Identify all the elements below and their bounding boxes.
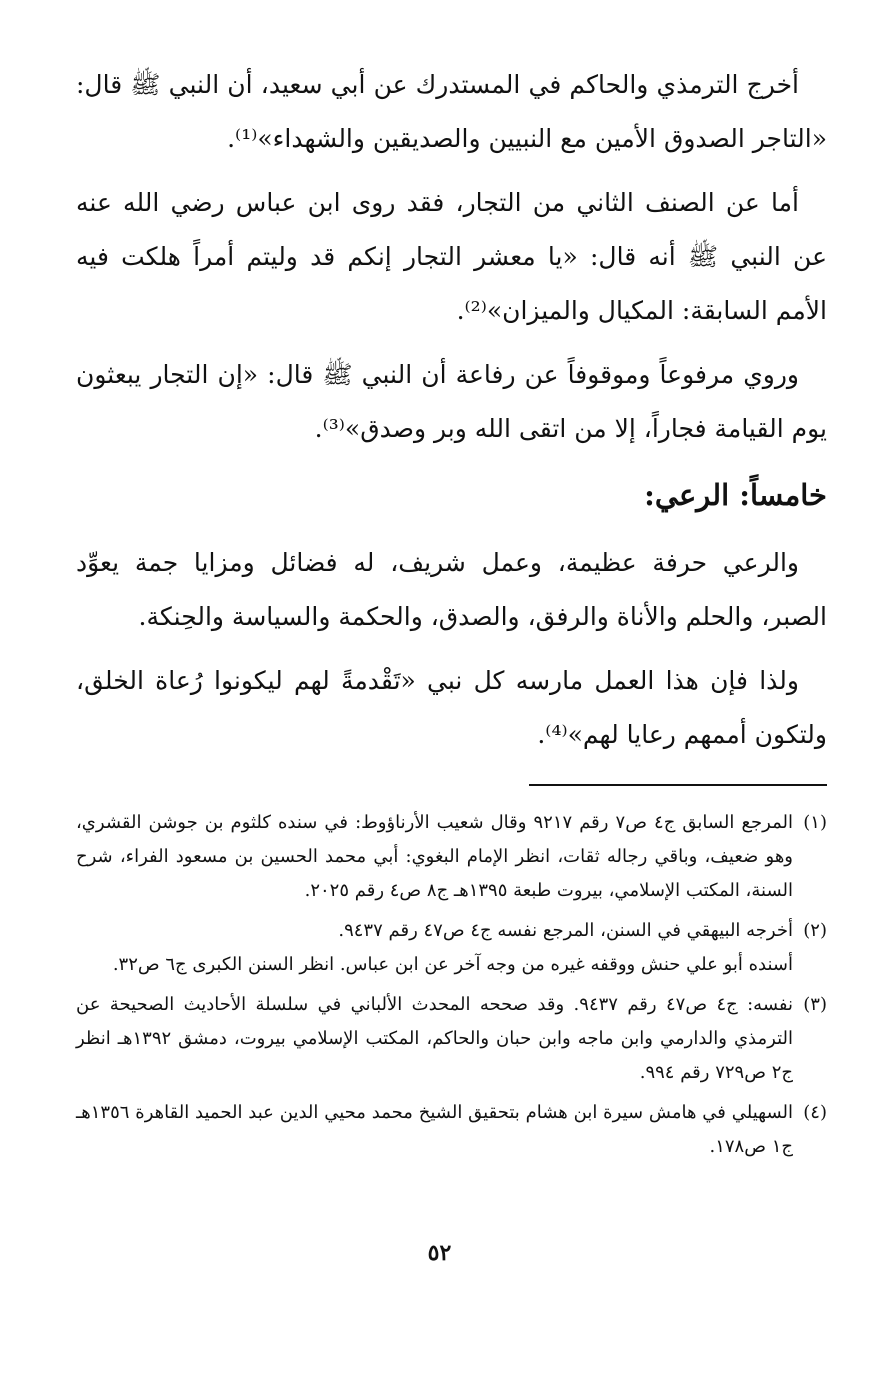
footnote-body — [76, 806, 793, 908]
footnote-number: (٣) — [803, 994, 827, 1015]
footnote-text: أسنده أبو علي حنش ووقفه غيره من وجه آخر عن ابن عباس. انظر السنن الكبرى ج٦ ص٣٢. — [112, 954, 793, 975]
footnote — [76, 806, 827, 908]
footnote — [76, 1096, 827, 1164]
footnote-body — [76, 988, 793, 1090]
page-content — [76, 58, 827, 1170]
footnote-text: السهيلي في هامش سيرة ابن هشام بتحقيق الشيخ محمد محيي الدين عبد الحميد القاهرة ١٣٥٦هـ ج١ ص١٧٨. — [76, 1102, 793, 1157]
footnotes — [76, 806, 827, 1164]
footnote-text: المرجع السابق ج٤ ص٧ رقم ٩٢١٧ وقال شعيب الأرناؤوط: في سنده كلثوم بن جوشن القشري، وهو ضعيف، وباقي رجاله ثقات، انظر الإمام البغوي: أبي محمد الحسين بن مسعود الفراء، شرح السنة، المكتب الإسلامي، بيروت طبعة ١٣٩٥هـ ج٨ ص٤ رقم ٢٠٢٥. — [76, 812, 793, 901]
footnote-divider — [529, 784, 827, 786]
footnote-text: نفسه: ج٤ ص٤٧ رقم ٩٤٣٧. وقد صححه المحدث الألباني في سلسلة الأحاديث الصحيحة عن الترمذي والدارمي وابن ماجه وابن حبان والحاكم، المكتب الإسلامي بيروت، دمشق ١٣٩٢هـ انظر ج٢ ص٧٢٩ رقم ٩٩٤. — [76, 994, 793, 1083]
body-paragraph: ولذا فإن هذا العمل مارسه كل نبي «تَقْدمةً لهم ليكونوا رُعاة الخلق، ولتكون أممهم رعايا لهم»⁽⁴⁾. — [76, 666, 827, 749]
body-paragraph: أخرج الترمذي والحاكم في المستدرك عن أبي سعيد، أن النبي ﷺ قال: «التاجر الصدوق الأمين مع النبيين والصديقين والشهداء»⁽¹⁾. — [76, 70, 827, 153]
footnote-number: (٤) — [803, 1102, 827, 1123]
footnote-number: (٢) — [803, 920, 827, 941]
footnote-number: (١) — [803, 812, 827, 833]
footnote-body — [76, 914, 793, 982]
body-paragraph: وروي مرفوعاً وموقوفاً عن رفاعة أن النبي ﷺ قال: «إن التجار يبعثون يوم القيامة فجاراً، إلا من اتقى الله وبر وصدق»⁽³⁾. — [76, 360, 827, 443]
page-number: ٥٢ — [427, 1240, 452, 1266]
body-paragraph: والرعي حرفة عظيمة، وعمل شريف، له فضائل ومزايا جمة يعوِّد الصبر، والحلم والأناة والرفق، والصدق، والحكمة والسياسة والحِنكة. — [76, 548, 827, 631]
footnote — [76, 988, 827, 1090]
footnote-text: أخرجه البيهقي في السنن، المرجع نفسه ج٤ ص٤٧ رقم ٩٤٣٧. — [338, 920, 793, 941]
body-paragraph: أما عن الصنف الثاني من التجار، فقد روى ابن عباس رضي الله عنه عن النبي ﷺ أنه قال: «يا معشر التجار إنكم قد وليتم أمراً هلكت فيه الأمم السابقة: المكيال والميزان»⁽²⁾. — [76, 188, 827, 325]
footnote-body — [76, 1096, 793, 1164]
section-heading: خامساً: الرعي: — [644, 478, 827, 512]
footnote — [76, 914, 827, 982]
